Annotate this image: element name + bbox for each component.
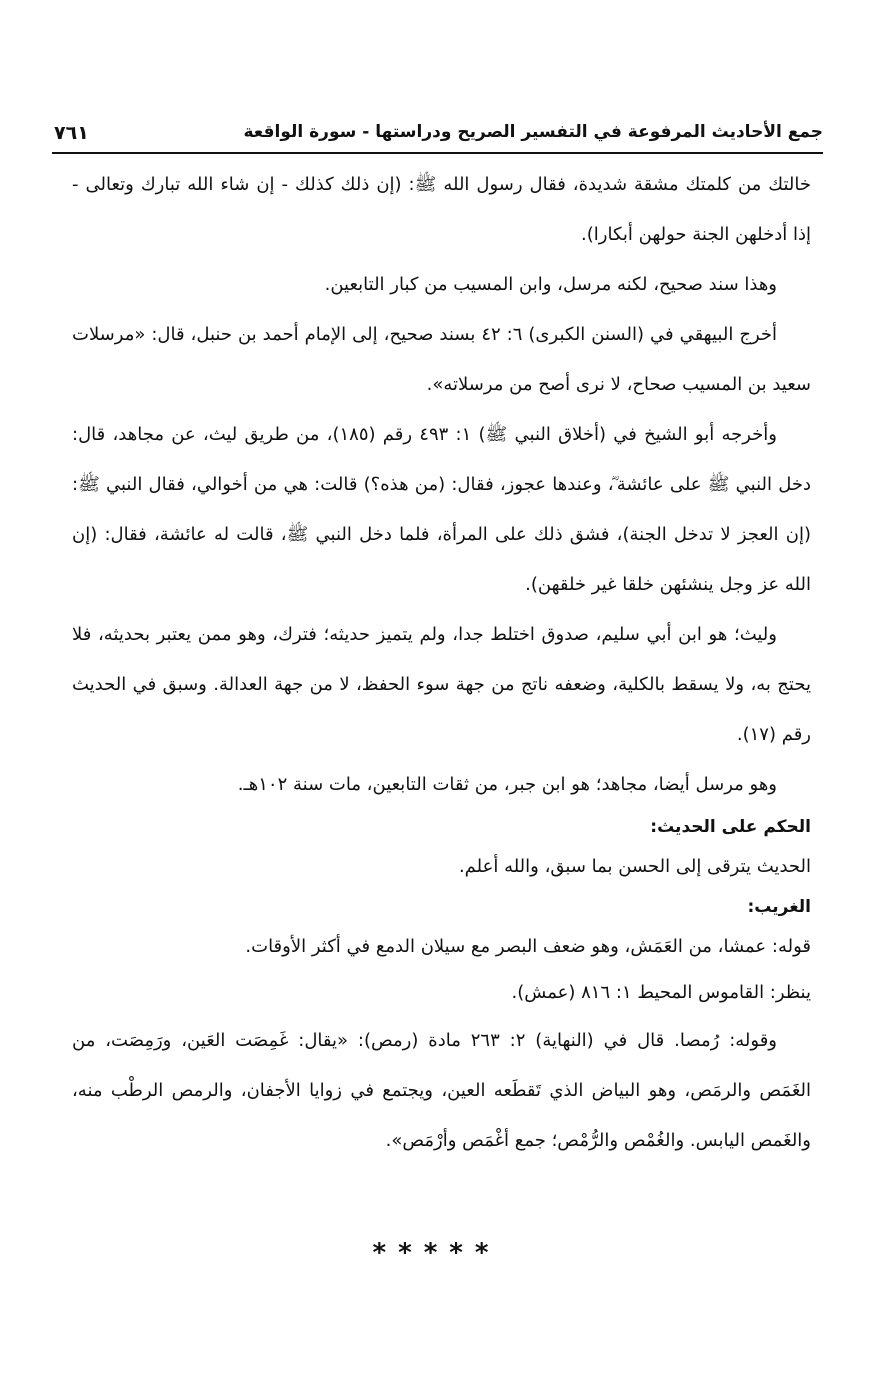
gharib-paragraph-ramas: وقوله: رُمصا. قال في (النهاية) ٢: ٢٦٣ مادة (رمص): «يقال: غَمِصَت العَين، ورَمِصَت، من الغَمَص والرمَص، وهو البياض الذي تَقطَعه العين، ويجتمع في زوايا الأجفان، والرمص الرطْب منه، والغَمص اليابس. والغُمْص والرُّمْص؛ جمع أغْمَص وأرْمَص».	[72, 1030, 811, 1151]
paragraph-layth: وليث؛ هو ابن أبي سليم، صدوق اختلط جدا، ولم يتميز حديثه؛ فترك، وهو ممن يعتبر بحديثه، فلا يحتج به، ولا يسقط بالكلية، وضعفه ناتج من جهة سوء الحفظ، لا من جهة العدالة. وسبق في الحديث رقم (١٧).	[72, 624, 811, 745]
section-heading-gharib: الغريب:	[747, 897, 811, 917]
paragraph-isnad-note: وهذا سند صحيح، لكنه مرسل، وابن المسيب من كبار التابعين.	[324, 274, 777, 295]
gharib-line-amash: قوله: عمشا، من العَمَش، وهو ضعف البصر مع سيلان الدمع في أكثر الأوقات.	[245, 936, 811, 957]
running-head: جمع الأحاديث المرفوعة في التفسير الصريح ودراستها - سورة الواقعة	[243, 122, 823, 142]
paragraph-hadith-text: خالتك من كلمتك مشقة شديدة، فقال رسول الله ﷺ: (إن ذلك كذلك - إن شاء الله تبارك وتعالى - إذا أدخلهن الجنة حولهن أبكارا).	[72, 174, 811, 245]
section-heading-hukm: الحكم على الحديث:	[650, 817, 811, 837]
gharib-line-qamus: ينظر: القاموس المحيط ١: ٨١٦ (عمش).	[511, 982, 811, 1003]
paragraph-mujahid: وهو مرسل أيضا، مجاهد؛ هو ابن جبر، من ثقات التابعين، مات سنة ١٠٢هـ.	[237, 774, 777, 795]
hukm-text: الحديث يترقى إلى الحسن بما سبق، والله أعلم.	[458, 856, 811, 877]
paragraph-abu-al-shaykh: وأخرجه أبو الشيخ في (أخلاق النبي ﷺ) ١: ٤٩٣ رقم (١٨٥)، من طريق ليث، عن مجاهد، قال: دخل النبي ﷺ على عائشة ؓ، وعندها عجوز، فقال: (من هذه؟) قالت: هي من أخوالي، فقال النبي ﷺ: (إن العجز لا تدخل الجنة)، فشق ذلك على المرأة، فلما دخل النبي ﷺ، قالت له عائشة، فقال: (إن الله عز وجل ينشئهن خلقا غير خلقهن).	[72, 424, 811, 595]
section-divider-stars: *****	[372, 1238, 501, 1268]
page-number: ٧٦١	[54, 122, 89, 144]
page-header	[52, 118, 823, 154]
page-body	[72, 160, 811, 1166]
paragraph-bayhaqi: أخرج البيهقي في (السنن الكبرى) ٦: ٤٢ بسند صحيح، إلى الإمام أحمد بن حنبل، قال: «مرسلات سعيد بن المسيب صحاح، لا نرى أصح من مرسلاته».	[72, 324, 811, 395]
